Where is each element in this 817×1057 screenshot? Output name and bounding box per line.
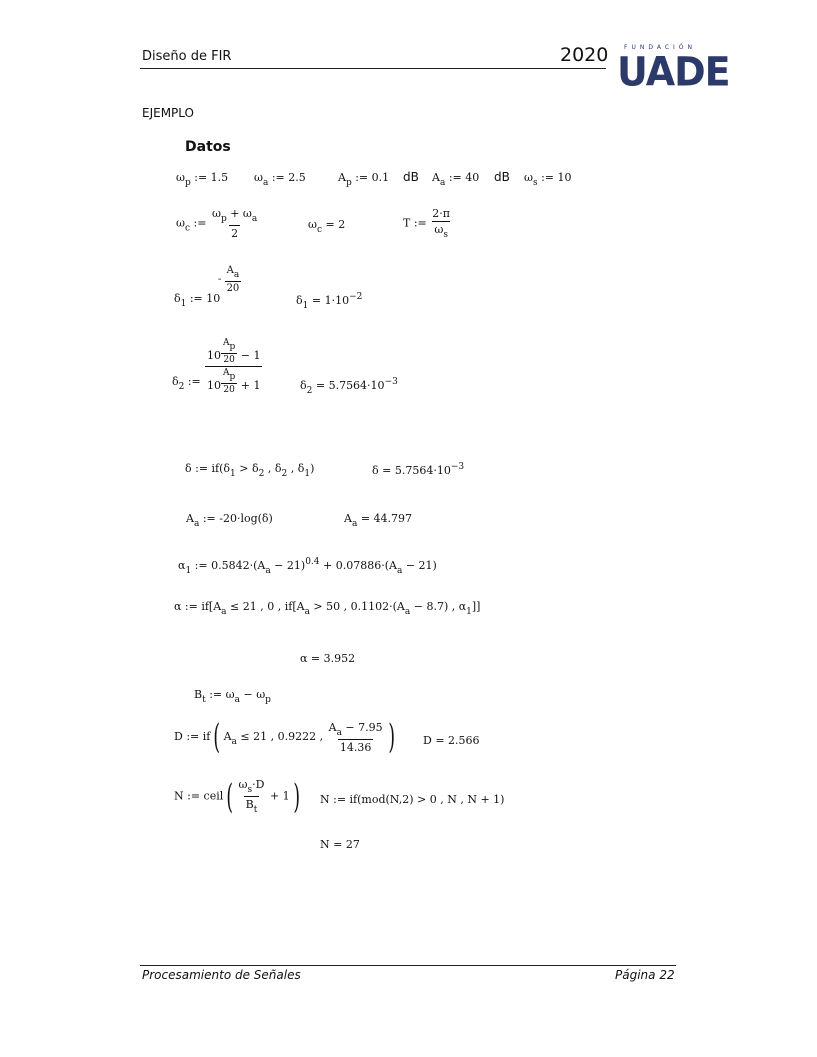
header-year: 2020 [560,44,609,66]
eq-ap: $A_p$ := 0.1 [338,171,390,188]
eq-d1-exp: - $\frac{A_a}{20}$ [218,265,240,294]
eq-n-ceil: N := ceil( $\frac{\omega_s\cdot D}{B_t}$ + 1) [174,776,300,817]
eq-wc-def: $\omega_c$ := $\frac{\omega_p + \omega_a}{2}$ [176,207,258,240]
unit-db-1: dB [403,170,419,184]
eq-aa-def: $A_a$ := -20·log(δ) [186,512,273,529]
eq-d-def: δ := $if(\delta_1 > \delta_2$ , $\delta_2$ , $\delta_1$) [185,462,315,479]
eq-n-result: N = 27 [320,838,360,851]
eq-wa: $\omega_a$ := 2.5 [254,171,306,188]
eq-wc-result: $\omega_c = 2$ [308,218,346,235]
eq-n-if: N := if(mod(N,2) > 0 , N , N + 1) [320,793,505,806]
logo-fundacion: FUNDACIÓN [624,44,697,51]
eq-d-if: D := if( $A_a \le 21$ , 0.9222 , $\frac{A_a - 7.95}{14.36}$ ) [174,717,395,757]
eq-D-result: D = 2.566 [423,734,480,747]
eq-alpha-result: α = 3.952 [300,652,356,665]
eq-d1-result: $\delta_1 = 1\cdot 10^{-2}$ [296,292,363,311]
eq-alpha-def: α := $if[A_a \le 21$ , 0 , $if[A_a > 50$ , $0.1102\cdot(A_a - 8.7)$ , $\alpha_1$]] [174,600,481,617]
eq-d-result: $\delta = 5.7564\cdot 10^{-3}$ [372,462,465,477]
eq-d2-result: $\delta_2 = 5.7564\cdot 10^{-3}$ [300,377,398,396]
eq-wp: $\omega_p$ := 1.5 [176,171,229,188]
eq-d2-lhs: $\delta_2$ := [172,375,201,392]
datos-heading: Datos [185,139,231,155]
footer-left: Procesamiento de Señales [142,968,301,982]
logo-uade: UADE [617,48,730,96]
eq-d1-def: $\delta_1$ := 10 [174,292,221,309]
eq-aa: $A_a$ := 40 [432,171,480,188]
footer-right: Página 22 [615,968,675,982]
eq-alpha1-def: $\alpha_1$ := $0.5842\cdot(A_a - 21)^{0.4} + 0.07886\cdot(A_a - 21)$ [178,557,437,576]
eq-ws: $\omega_s$ := 10 [524,171,572,188]
eq-aa-result: $A_a = 44.797$ [344,512,413,529]
eq-t-def: T := $\frac{2\cdot\pi}{\omega_s}$ [403,207,450,240]
eq-bt-def: $B_t$ := $\omega_a - \omega_p$ [194,688,271,705]
header-rule [140,68,606,69]
header-title: Diseño de FIR [142,49,232,64]
section-label: EJEMPLO [142,106,194,120]
footer-rule [140,965,676,966]
eq-d2-fraction: 10 $^{\frac{A_p}{20}}$ − 1 10 $^{\frac{A_p}{20}}$ + 1 [207,338,261,395]
unit-db-2: dB [494,170,510,184]
